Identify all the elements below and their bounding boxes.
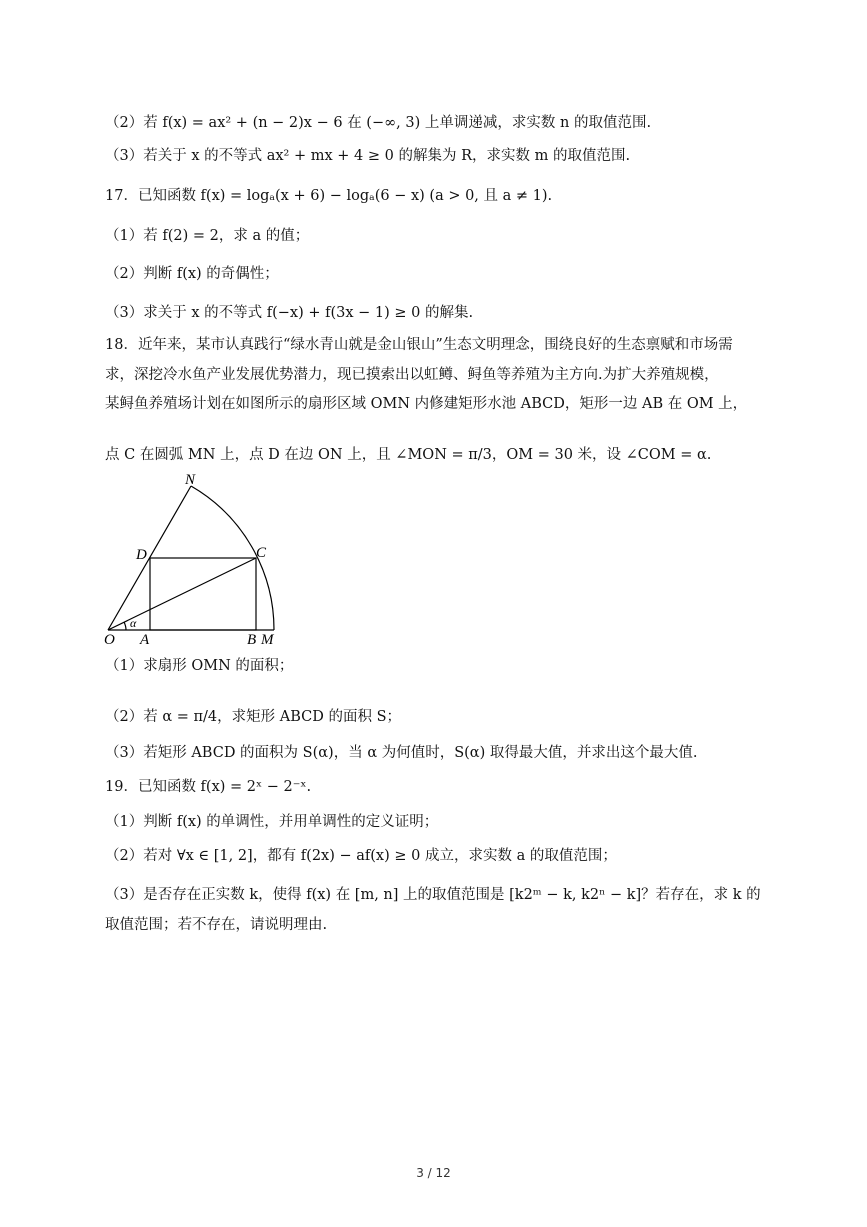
- line-q18-3: 某鲟鱼养殖场计划在如图所示的扇形区域 OMN 内修建矩形水池 ABCD，矩形一边 AB 在 OM 上，: [105, 396, 748, 412]
- line-q16-3: （3）若关于 x 的不等式 ax² + mx + 4 ≥ 0 的解集为 R，求实数 m 的取值范围.: [105, 148, 631, 164]
- line-q19-3: （3）是否存在正实数 k，使得 f(x) 在 [m, n] 上的取值范围是 [k2ᵐ − k, k2ⁿ − k]？若存在，求 k 的取值范围；若不存在，请说明理由.: [105, 887, 761, 933]
- line-q18-1: 18．近年来，某市认真践行“绿水青山就是金山银山”生态文明理念，围绕良好的生态禀赋和市场需: [105, 337, 733, 353]
- line-q18-sub2: （2）若 α = π/4，求矩形 ABCD 的面积 S；: [105, 709, 402, 725]
- line-q18-4: 点 C 在圆弧 MN 上，点 D 在边 ON 上，且 ∠MON = π/3，OM = 30 米，设 ∠COM = α.: [105, 447, 712, 463]
- line-q16-2: （2）若 f(x) = ax² + (n − 2)x − 6 在 (−∞, 3) 上单调递减，求实数 n 的取值范围.: [105, 115, 652, 131]
- rectangle-ABCD: [150, 558, 256, 630]
- label-B: B: [247, 632, 257, 648]
- angle-alpha-arc: [124, 622, 126, 630]
- line-q19-stem: 19．已知函数 f(x) = 2ˣ − 2⁻ˣ.: [105, 779, 312, 795]
- line-q19-1: （1）判断 f(x) 的单调性，并用单调性的定义证明；: [105, 814, 439, 830]
- label-alpha: α: [130, 616, 137, 630]
- sector-figure: [100, 470, 290, 650]
- page-number: 3 / 12: [416, 1166, 451, 1180]
- line-q18-sub3: （3）若矩形 ABCD 的面积为 S(α)，当 α 为何值时，S(α) 取得最大值，并求出这个最大值.: [105, 745, 698, 761]
- line-q17-2: （2）判断 f(x) 的奇偶性；: [105, 266, 279, 282]
- line-q17-3: （3）求关于 x 的不等式 f(−x) + f(3x − 1) ≥ 0 的解集.: [105, 305, 474, 321]
- line-q17-stem: 17．已知函数 f(x) = logₐ(x + 6) − logₐ(6 − x) (a > 0, 且 a ≠ 1).: [105, 188, 553, 204]
- line-q17-1: （1）若 f(2) = 2，求 a 的值；: [105, 228, 310, 244]
- label-M: M: [261, 632, 274, 648]
- label-D: D: [136, 547, 147, 563]
- label-O: O: [104, 632, 115, 648]
- label-C: C: [256, 545, 267, 561]
- label-N: N: [185, 472, 196, 488]
- line-q18-sub1: （1）求扇形 OMN 的面积；: [105, 658, 294, 674]
- line-q19-2: （2）若对 ∀x ∈ [1, 2]，都有 f(2x) − af(x) ≥ 0 成立，求实数 a 的取值范围；: [105, 848, 617, 864]
- label-A: A: [140, 632, 150, 648]
- line-q18-2: 求，深挖冷水鱼产业发展优势潜力，现已摸索出以虹鳟、鲟鱼等养殖为主方向.为扩大养殖规模，: [105, 367, 719, 383]
